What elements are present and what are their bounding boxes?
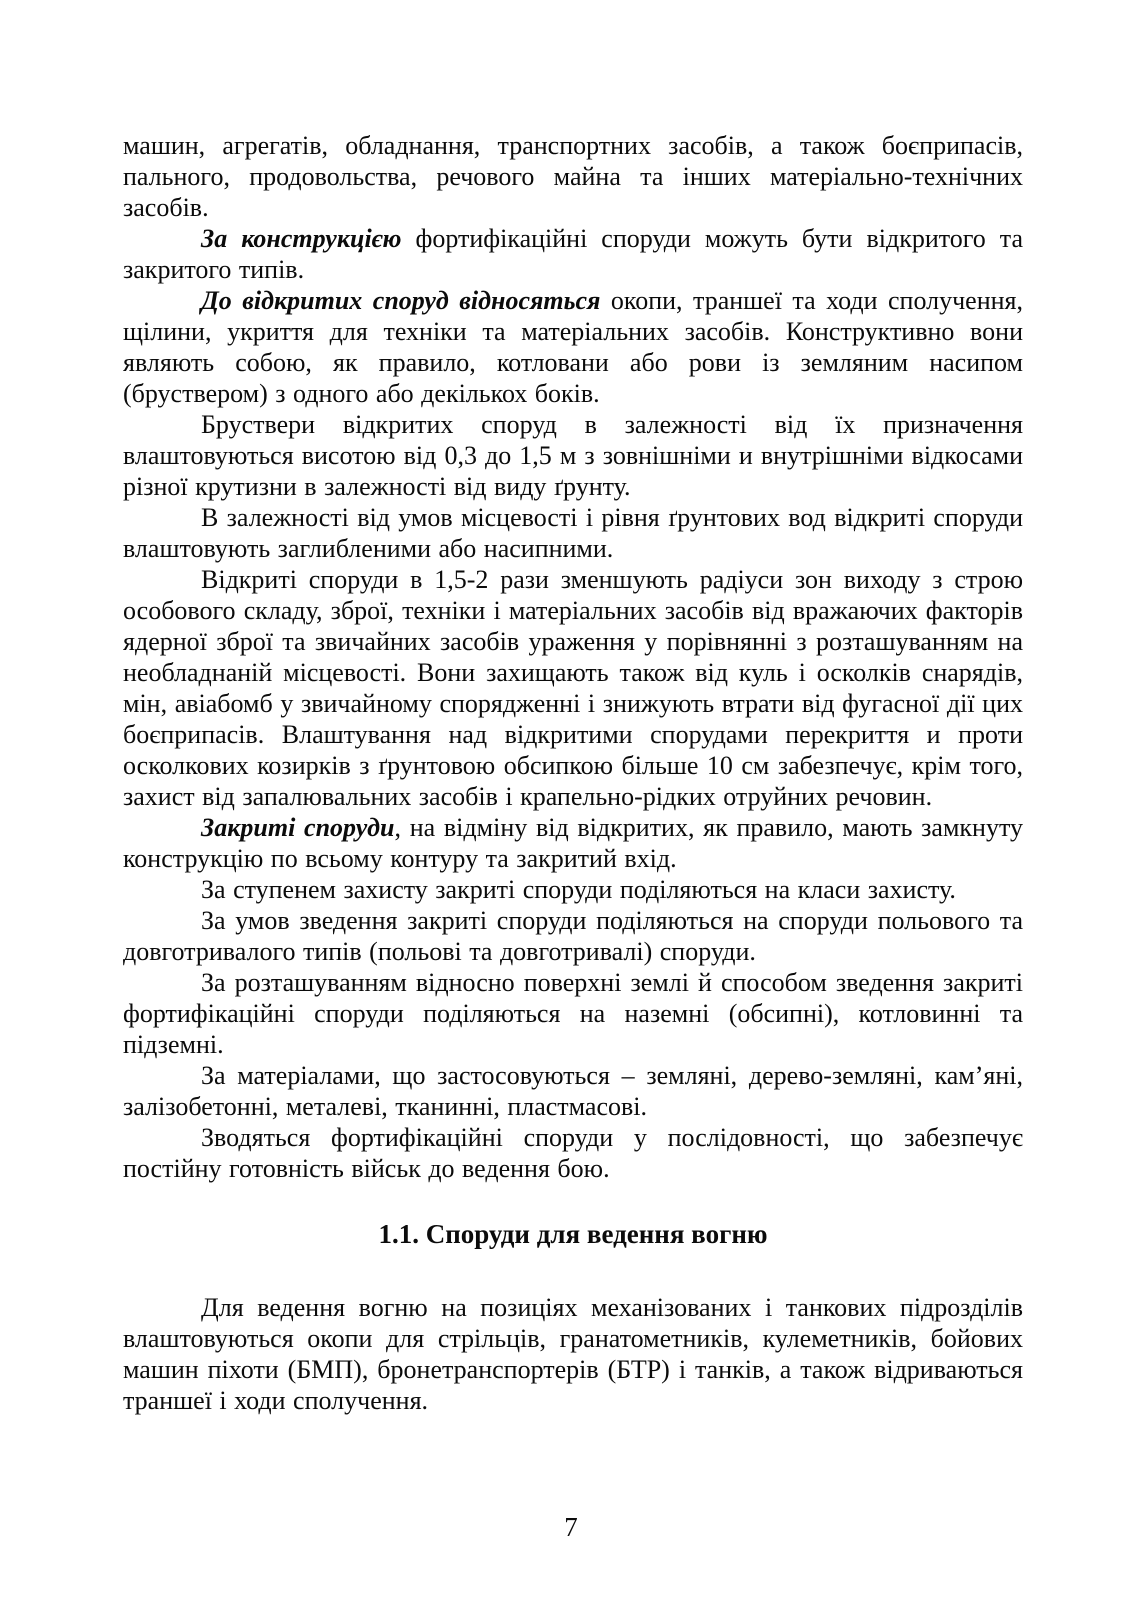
paragraph bbox=[123, 1122, 1023, 1184]
paragraph-text: За ступенем захисту закриті споруди поділяються на класи захисту. bbox=[201, 875, 956, 904]
paragraph bbox=[123, 564, 1023, 812]
paragraph-text: Відкриті споруди в 1,5-2 рази зменшують радіуси зон виходу з строю особового складу, зброї, техніки і матеріальних засобів від вражаючих факторів ядерної зброї та звичайних засобів ураження у порівнянні з розташуванням на необладнаній місцевості. Вони захищають також від куль і осколків снарядів, мін, авіабомб у звичайному спорядженні і знижують втрати від фугасної дії цих боєприпасів. Влаштування над відкритими спорудами перекриття и проти осколкових козирків з ґрунтовою обсипкою більше 10 см забезпечує, крім того, захист від запалювальних засобів і крапельно-рідких отруйних речовин. bbox=[123, 565, 1023, 811]
paragraph-text: За умов зведення закриті споруди поділяються на споруди польового та довготривалого типів (польові та довготривалі) споруди. bbox=[123, 906, 1023, 966]
paragraph bbox=[123, 130, 1023, 223]
paragraph bbox=[123, 502, 1023, 564]
paragraph-text: , на відміну від відкритих, як правило, мають замкнуту конструкцію по всьому контуру та закритий вхід. bbox=[123, 813, 1023, 873]
paragraph-text: За матеріалами, що застосовуються – земляні, дерево-земляні, кам’яні, залізобетонні, металеві, тканинні, пластмасові. bbox=[123, 1061, 1023, 1121]
paragraph bbox=[123, 223, 1023, 285]
section-heading: 1.1. Споруди для ведення вогню bbox=[378, 1219, 768, 1249]
paragraph bbox=[123, 967, 1023, 1060]
paragraph-text: В залежності від умов місцевості і рівня ґрунтових вод відкриті споруди влаштовують заглибленими або насипними. bbox=[123, 503, 1023, 563]
paragraph-text: окопи, траншеї та ходи сполучення, щілини, укриття для техніки та матеріальних засобів. Конструктивно вони являють собою, як правило, котловани або рови із земляним насипом (бруствером) з одного або декількох боків. bbox=[123, 286, 1023, 408]
paragraph bbox=[123, 1060, 1023, 1122]
paragraph bbox=[123, 285, 1023, 409]
page-number: 7 bbox=[564, 1512, 578, 1542]
paragraph-text: Бруствери відкритих споруд в залежності від їх призначення влаштовуються висотою від 0,3 до 1,5 м з зовнішніми и внутрішніми відкосами різної крутизни в залежності від виду ґрунту. bbox=[123, 410, 1023, 501]
paragraph-lead: За конструкцією bbox=[201, 224, 402, 253]
paragraph-lead: Закриті споруди bbox=[201, 813, 395, 842]
paragraph-text: Для ведення вогню на позиціях механізованих і танкових підрозділів влаштовуються окопи для стрільців, гранатометників, кулеметників, бойових машин піхоти (БМП), бронетранспортерів (БТР) і танків, а також відриваються траншеї і ходи сполучення. bbox=[123, 1293, 1023, 1415]
paragraph bbox=[123, 905, 1023, 967]
paragraph-lead: До відкритих споруд відносяться bbox=[201, 286, 601, 315]
paragraph bbox=[123, 874, 1023, 905]
paragraph-text: фортифікаційні споруди можуть бути відкритого та закритого типів. bbox=[123, 224, 1024, 284]
paragraph-text: Зводяться фортифікаційні споруди у послідовності, що забезпечує постійну готовність військ до ведення бою. bbox=[123, 1123, 1023, 1183]
text-block bbox=[123, 130, 1023, 1416]
paragraph-text: машин, агрегатів, обладнання, транспортних засобів, а також боєприпасів, пального, продовольства, речового майна та інших матеріально-технічних засобів. bbox=[123, 131, 1023, 222]
paragraph bbox=[123, 1292, 1023, 1416]
paragraph bbox=[123, 409, 1023, 502]
paragraph-text: За розташуванням відносно поверхні землі й способом зведення закриті фортифікаційні споруди поділяються на наземні (обсипні), котловинні та підземні. bbox=[123, 968, 1023, 1059]
paragraph bbox=[123, 812, 1023, 874]
